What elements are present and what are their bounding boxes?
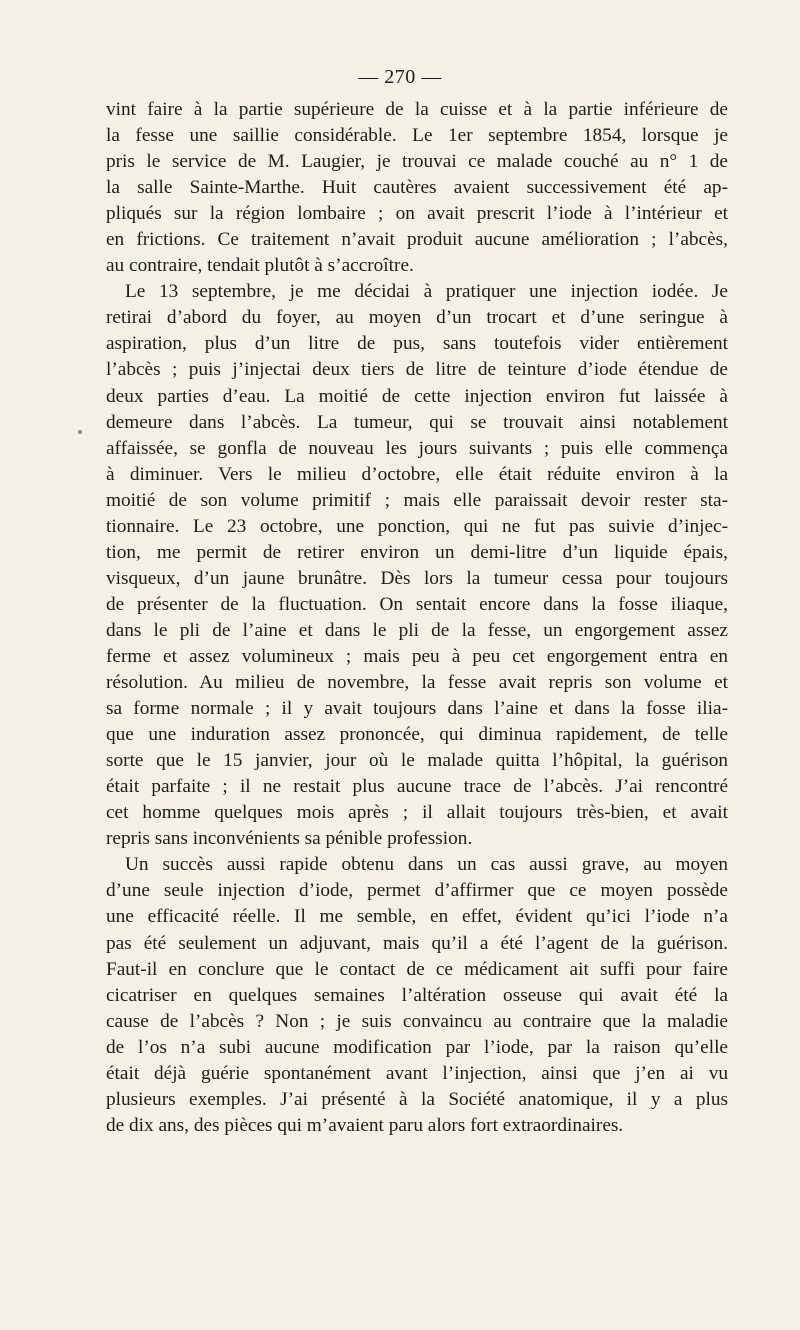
text-line: aspiration, plus d’un litre de pus, sans toutefois vider entièrement [106, 333, 728, 355]
text-line: était déjà guérie spontanément avant l’injection, ainsi que j’en ai vu [106, 1062, 728, 1084]
page-smudge [78, 430, 82, 434]
text-line: deux parties d’eau. La moitié de cette injection environ fut laissée à [106, 385, 728, 407]
text-line: sa forme normale ; il y avait toujours dans l’aine et dans la fosse ilia- [106, 698, 728, 720]
text-line: tion, me permit de retirer environ un demi-litre d’un liquide épais, [106, 541, 728, 563]
text-line: au contraire, tendait plutôt à s’accroître. [106, 255, 414, 277]
text-line: pris le service de M. Laugier, je trouvai ce malade couché au n° 1 de [106, 151, 728, 173]
text-line: de présenter de la fluctuation. On sentait encore dans la fosse iliaque, [106, 593, 728, 615]
text-line: ferme et assez volumineux ; mais peu à peu cet engorgement entra en [106, 645, 728, 667]
paragraph-1 [106, 97, 728, 279]
text-line: tionnaire. Le 23 octobre, une ponction, qui ne fut pas suivie d’injec- [106, 515, 728, 537]
text-line: était parfaite ; il ne restait plus aucune trace de l’abcès. J’ai rencontré [106, 776, 728, 798]
text-line: d’une seule injection d’iode, permet d’affirmer que ce moyen possède [106, 880, 728, 902]
text-line: de l’os n’a subi aucune modification par l’iode, par la raison qu’elle [106, 1036, 728, 1058]
text-line: cet homme quelques mois après ; il allait toujours très-bien, et avait [106, 802, 728, 824]
text-line: visqueux, d’un jaune brunâtre. Dès lors la tumeur cessa pour toujours [106, 567, 728, 589]
text-line: affaissée, se gonfla de nouveau les jours suivants ; puis elle commença [106, 437, 728, 459]
text-line: Faut-il en conclure que le contact de ce médicament ait suffi pour faire [106, 958, 728, 980]
text-line: moitié de son volume primitif ; mais elle paraissait devoir rester sta- [106, 489, 728, 511]
text-line: dans le pli de l’aine et dans le pli de la fesse, un engorgement assez [106, 619, 728, 641]
text-line: pas été seulement un adjuvant, mais qu’il a été l’agent de la guérison. [106, 932, 728, 954]
text-line: pliqués sur la région lombaire ; on avait prescrit l’iode à l’intérieur et [106, 203, 728, 225]
text-line: à diminuer. Vers le milieu d’octobre, elle était réduite environ à la [106, 463, 728, 485]
text-line: Un succès aussi rapide obtenu dans un cas aussi grave, au moyen [125, 854, 728, 876]
text-line: la salle Sainte-Marthe. Huit cautères avaient successivement été ap- [106, 177, 728, 199]
text-line: la fesse une saillie considérable. Le 1er septembre 1854, lorsque je [106, 125, 728, 147]
text-line: sorte que le 15 janvier, jour où le malade quitta l’hôpital, la guérison [106, 750, 728, 772]
text-line: retirai d’abord du foyer, au moyen d’un trocart et d’une seringue à [106, 307, 728, 329]
body-text [106, 97, 728, 1139]
text-line: résolution. Au milieu de novembre, la fesse avait repris son volume et [106, 672, 728, 694]
text-line: cause de l’abcès ? Non ; je suis convaincu au contraire que la maladie [106, 1010, 728, 1032]
text-line: en frictions. Ce traitement n’avait produit aucune amélioration ; l’abcès, [106, 229, 728, 251]
page-number: — 270 — [358, 66, 442, 88]
text-line: Le 13 septembre, je me décidai à pratiquer une injection iodée. Je [125, 281, 728, 303]
text-line: plusieurs exemples. J’ai présenté à la Société anatomique, il y a plus [106, 1088, 728, 1110]
text-line: que une induration assez prononcée, qui diminua rapidement, de telle [106, 724, 728, 746]
paragraph-2 [106, 279, 728, 852]
text-line: cicatriser en quelques semaines l’altération osseuse qui avait été la [106, 984, 728, 1006]
text-line: l’abcès ; puis j’injectai deux tiers de litre de teinture d’iode étendue de [106, 359, 728, 381]
text-line: de dix ans, des pièces qui m’avaient paru alors fort extraordinaires. [106, 1114, 624, 1136]
text-line: vint faire à la partie supérieure de la cuisse et à la partie inférieure de [106, 99, 728, 120]
text-line: repris sans inconvénients sa pénible profession. [106, 828, 473, 850]
paragraph-3 [106, 852, 728, 1139]
text-line: demeure dans l’abcès. La tumeur, qui se trouvait ainsi notablement [106, 411, 728, 433]
text-line: une efficacité réelle. Il me semble, en effet, évident qu’ici l’iode n’a [106, 906, 728, 928]
